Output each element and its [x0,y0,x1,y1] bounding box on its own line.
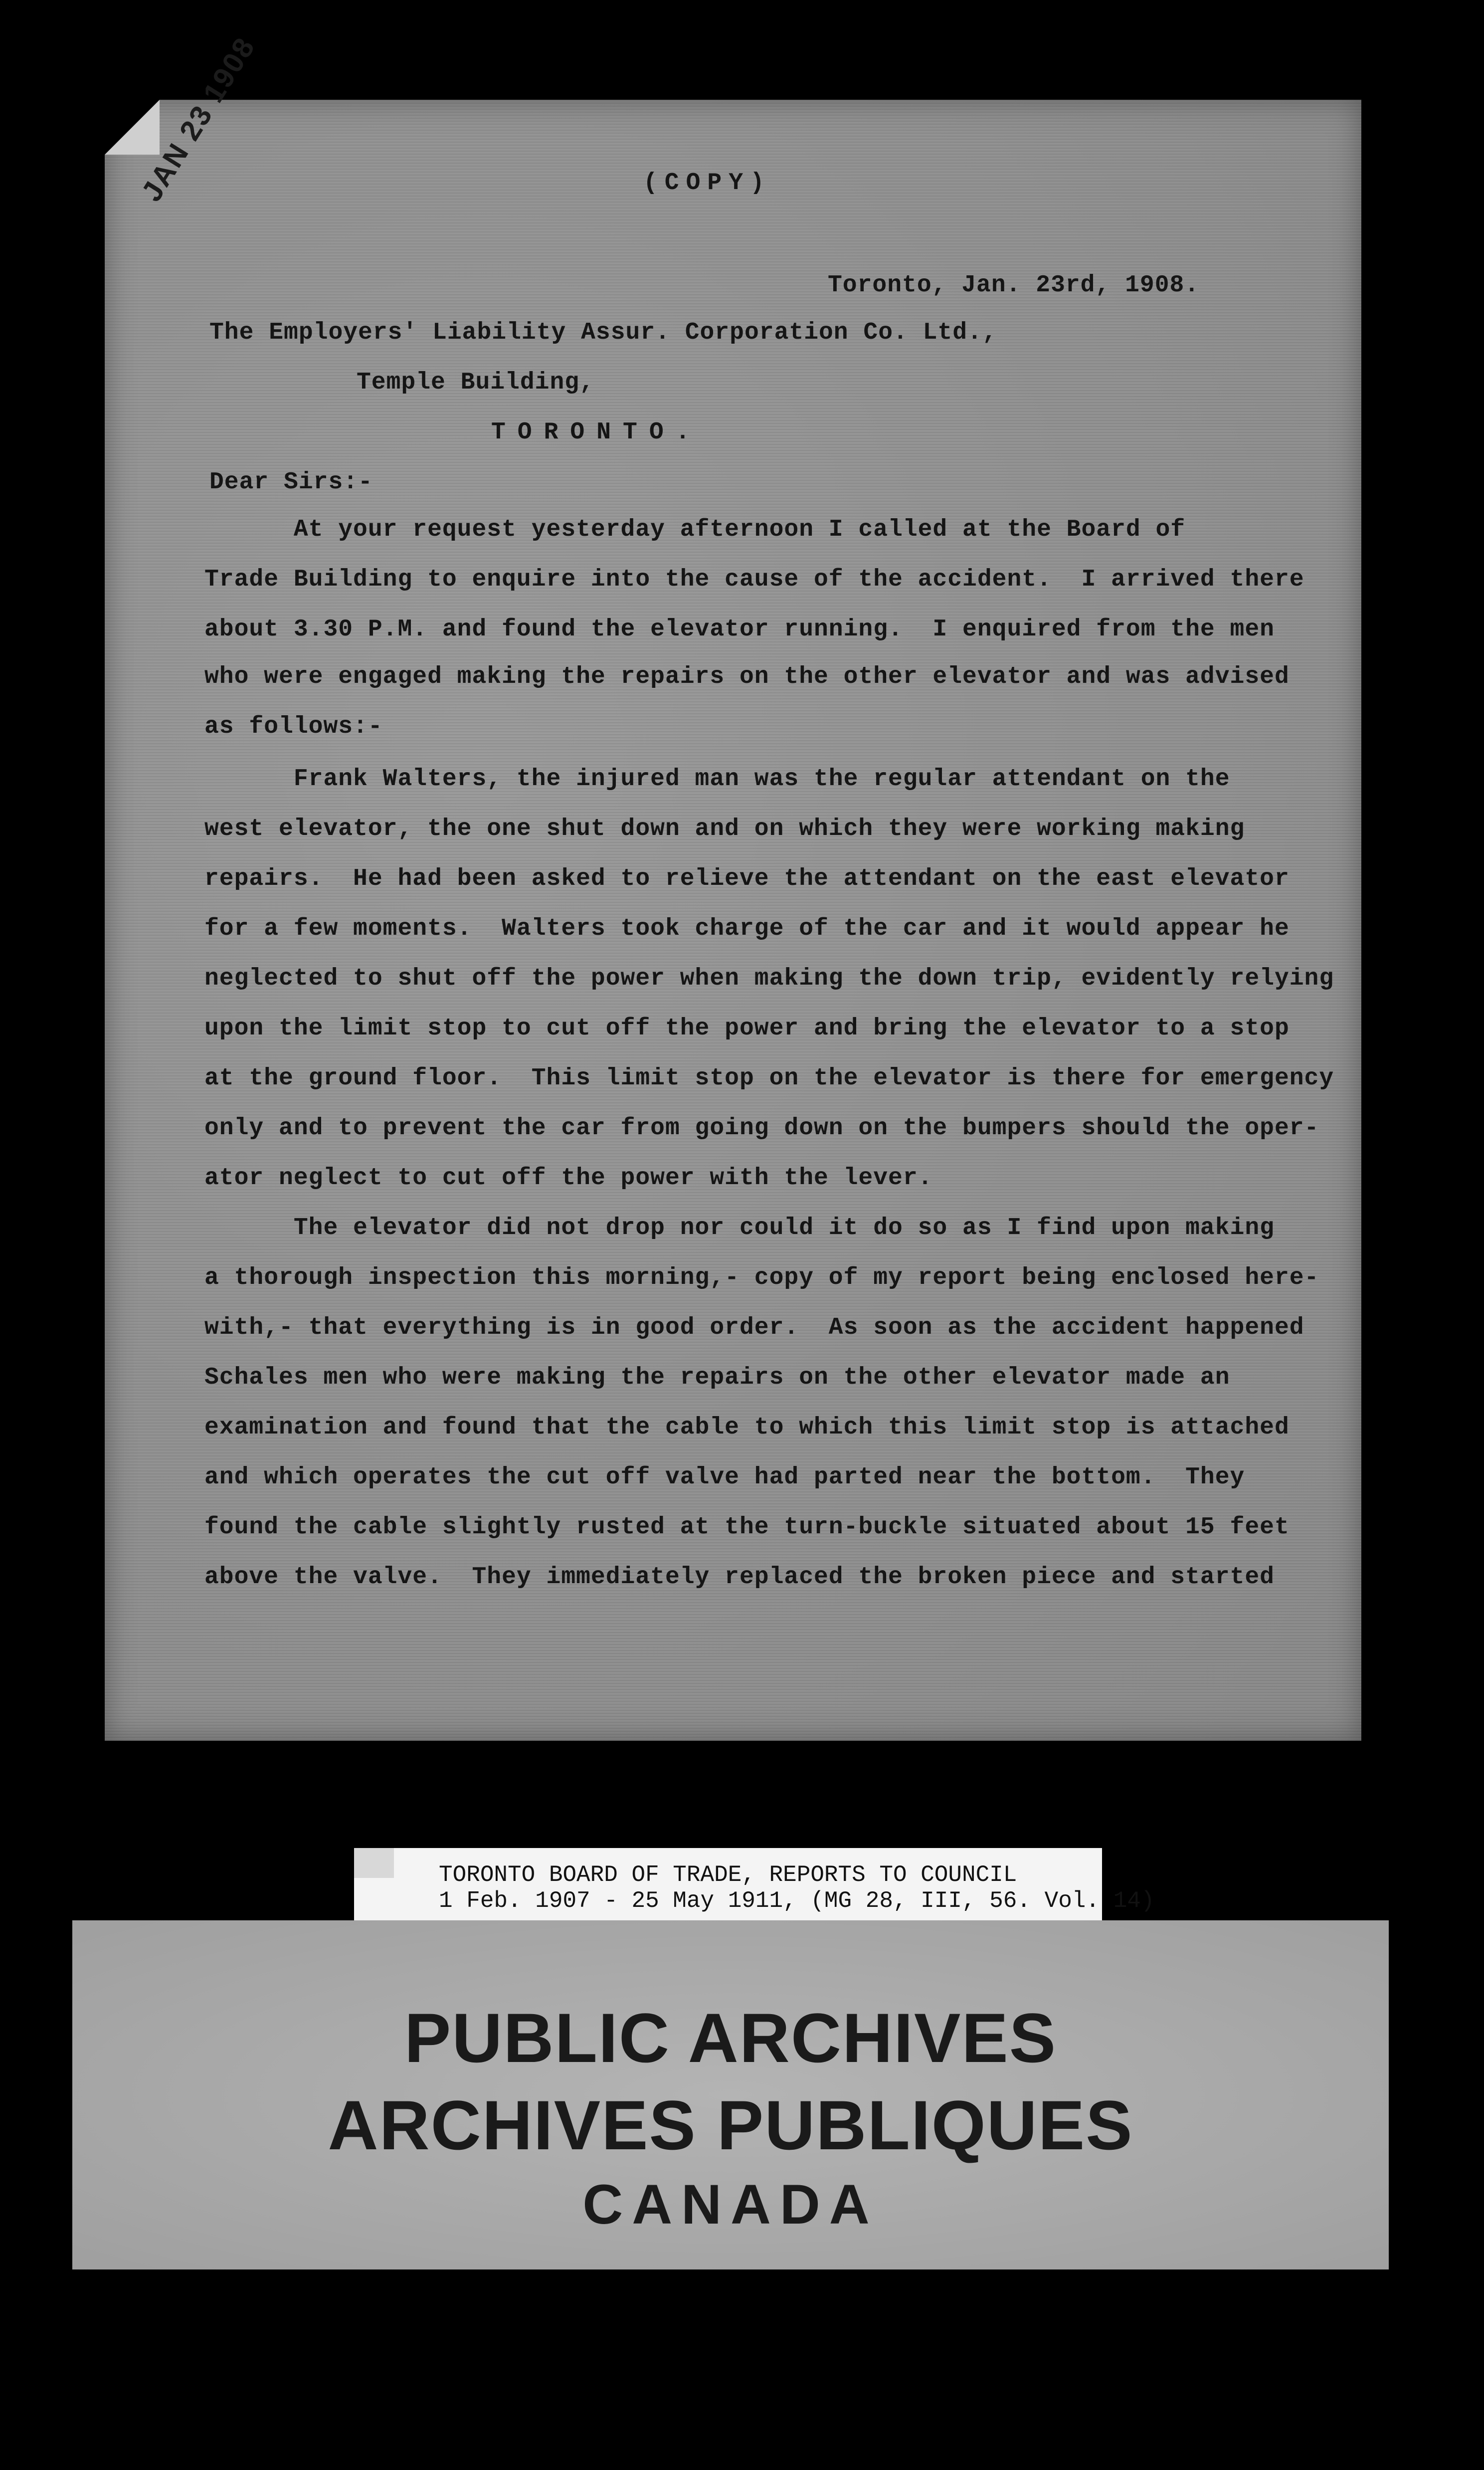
archive-banner-french: ARCHIVES PUBLIQUES [328,2086,1133,2164]
body-line: at the ground floor. This limit stop on the elevator is there for emergency [204,1065,1334,1092]
body-line: west elevator, the one shut down and on which they were working making [204,816,1245,842]
body-line: about 3.30 P.M. and found the elevator running. I enquired from the men [204,616,1275,643]
body-line: Schales men who were making the repairs on the other elevator made an [204,1364,1230,1391]
body-line: At your request yesterday afternoon I called at the Board of [204,516,1186,543]
received-date-stamp: JAN 23 1908 [135,31,262,207]
body-line: The elevator did not drop nor could it do so as I find upon making [204,1215,1275,1241]
archive-reference-label [354,1848,1155,1923]
folded-corner-shadow [105,100,160,155]
archive-label-title: TORONTO BOARD OF TRADE, REPORTS TO COUNCIL [439,1862,1017,1888]
body-line: with,- that everything is in good order. As soon as the accident happened [204,1314,1304,1341]
body-line: Trade Building to enquire into the cause of the accident. I arrived there [204,566,1304,593]
body-line: and which operates the cut off valve had parted near the bottom. They [204,1464,1245,1491]
body-line: neglected to shut off the power when making the down trip, evidently relying [204,965,1334,992]
body-line: upon the limit stop to cut off the power and bring the elevator to a stop [204,1015,1290,1042]
body-line: repairs. He had been asked to relieve the attendant on the east elevator [204,865,1290,892]
body-line: ator neglect to cut off the power with the lever. [204,1165,933,1192]
recipient-name: The Employers' Liability Assur. Corporation Co. Ltd., [209,319,997,346]
archive-banner-country: CANADA [582,2173,879,2236]
label-tab [354,1848,394,1878]
archive-banner-english: PUBLIC ARCHIVES [404,1999,1057,2077]
body-line: Frank Walters, the injured man was the regular attendant on the [204,766,1230,793]
archive-banner [72,1920,1389,2269]
copy-mark: (COPY) [643,170,771,197]
body-line: as follows:- [204,713,383,740]
body-line: above the valve. They immediately replaced the broken piece and started [204,1564,1275,1591]
recipient-building: Temple Building, [357,369,594,396]
body-line: examination and found that the cable to which this limit stop is attached [204,1414,1290,1441]
body-line: who were engaged making the repairs on the other elevator and was advised [204,663,1290,690]
archive-label-reference: 1 Feb. 1907 - 25 May 1911, (MG 28, III, 56. Vol. 14) [439,1888,1155,1914]
recipient-city: TORONTO. [491,419,702,446]
body-line: only and to prevent the car from going down on the bumpers should the oper- [204,1115,1319,1142]
letter-page [105,31,1361,1741]
salutation: Dear Sirs:- [209,469,373,496]
body-line: found the cable slightly rusted at the turn-buckle situated about 15 feet [204,1514,1290,1541]
letter-date: Toronto, Jan. 23rd, 1908. [828,272,1200,299]
body-line: a thorough inspection this morning,- copy of my report being enclosed here- [204,1264,1319,1291]
body-line: for a few moments. Walters took charge of the car and it would appear he [204,915,1290,942]
